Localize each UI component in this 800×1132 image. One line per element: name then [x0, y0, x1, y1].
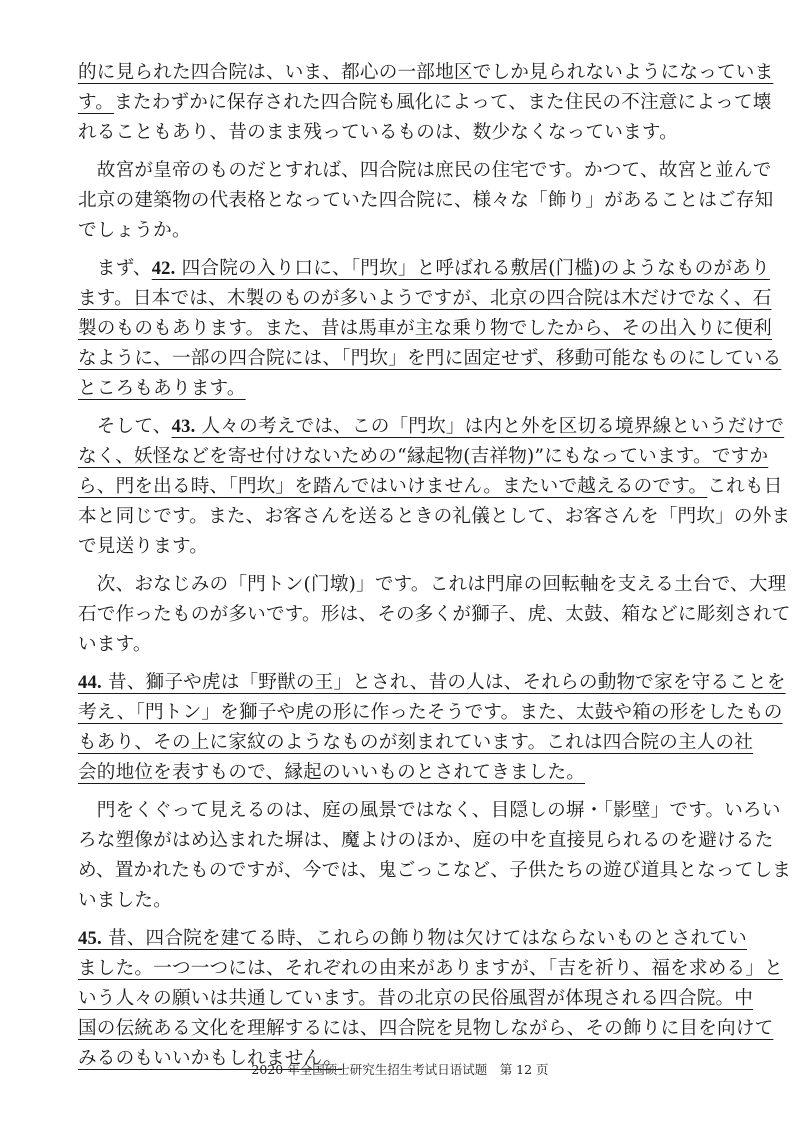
- text-line: [78, 442, 769, 472]
- text-line: [78, 502, 791, 532]
- underlined-text: 昔、四合院を建てる時、これらの飾り物は欠けてはならないものとされてい: [101, 928, 747, 949]
- text-segment: め、置かれたものですが、今では、鬼ごっこなど、子供たちの遊び道具となってしま: [78, 860, 792, 881]
- paragraph-gap: [78, 404, 726, 412]
- underlined-text: 考え、「門トン」を獅子や虎の形に作ったそうです。: [78, 702, 520, 723]
- text-line: [78, 314, 772, 344]
- underlined-text: いう人々の願いは共通しています。昔の北京の民俗風習が体現される四合院。中: [78, 988, 754, 1009]
- paragraph: [78, 412, 791, 562]
- text-line: [78, 924, 747, 954]
- underlined-text: また、太鼓や箱の形をしたもの: [519, 702, 783, 723]
- text-line: [78, 156, 772, 186]
- underlined-text: 国の伝統ある文化を理解するには、四合院を見物しながら、その飾りに目を向けて: [78, 1018, 774, 1039]
- underlined-text: なく、妖怪などを寄せ付けないための“縁起物(吉祥物)”にもなっています。ですか: [78, 446, 769, 467]
- text-line: [78, 374, 726, 404]
- text-segment: 本と同じです。また、お客さんを送るときの礼儀として、お客さんを「門坎」の外ま: [78, 506, 791, 527]
- text-segment: まず、: [78, 258, 152, 279]
- paragraph: [78, 254, 782, 404]
- text-line: [78, 856, 792, 886]
- paragraph: [78, 156, 774, 246]
- text-line: [78, 954, 783, 984]
- text-line: [78, 412, 785, 442]
- text-segment: ろな塑像がはめ込まれた塀は、魔よけのほか、庭の中を直接見られるのを避けるた: [78, 830, 774, 851]
- text-line: [78, 254, 770, 284]
- underlined-text: 昔、獅子や虎は「野獣の王」とされ、昔の人は、それらの動物で家を守ることを: [101, 672, 786, 693]
- text-segment: そして、: [78, 416, 172, 437]
- text-line: [78, 758, 726, 788]
- text-line: [78, 796, 781, 826]
- text-line: [78, 698, 783, 728]
- text-line: [78, 344, 782, 374]
- text-line: [78, 984, 754, 1014]
- underlined-text: なように、一部の四合院には、「門坎」を門に固定せず、移動可能なものにしている: [78, 348, 782, 369]
- text-segment: 門をくぐって見えるのは、庭の風景ではなく、目隠しの塀・「影壁」です。いろい: [78, 800, 781, 821]
- underlined-text: ます。日本では、木製のものが多いようですが、北京の四合院は木だけでなく、石: [78, 288, 772, 309]
- text-line: [78, 826, 774, 856]
- paragraph-gap: [78, 788, 726, 796]
- paragraph-gap: [78, 148, 726, 156]
- text-segment: 石で作ったものが多いです。形は、その多くが獅子、虎、太鼓、箱などに彫刻されて: [78, 604, 791, 625]
- paragraph: [78, 570, 791, 660]
- text-segment: またわずかに保存された四合院も風化によって、また住民の不注意によって壊: [114, 92, 772, 113]
- text-segment: いました。: [78, 890, 172, 911]
- text-line: [78, 630, 726, 660]
- text-segment: でしょうか。: [78, 220, 191, 241]
- text-segment: います。: [78, 634, 152, 655]
- text-line: [78, 728, 754, 758]
- question-number: 42.: [151, 258, 176, 279]
- paragraph-gap: [78, 246, 726, 254]
- text-line: [78, 472, 783, 502]
- text-segment: 次、おなじみの「門トン(门墩)」です。これは門扉の回転軸を支える土台で、大理: [78, 574, 787, 595]
- underlined-text: みるのもいいかもしれません。: [78, 1048, 343, 1069]
- text-line: [78, 284, 772, 314]
- underlined-text: 人々の考えでは、この「門坎」は内と外を区切る境界線というだけで: [195, 416, 785, 437]
- text-line: [78, 668, 786, 698]
- underlined-text: ところもあります。: [78, 378, 246, 399]
- underlined-text: 製のものもあります。また、昔は馬車が主な乗り物でしたから、その出入りに便利: [78, 318, 772, 339]
- paragraph: [78, 58, 774, 148]
- text-line: [78, 216, 726, 246]
- question-number: 43.: [171, 416, 196, 437]
- underlined-text: ら、門を出る時、「門坎」を踏んではいけません。またいで越えるのです。: [78, 476, 708, 497]
- text-segment: れることもあり、昔のまま残っているものは、数少なくなっています。: [78, 122, 678, 143]
- text-line: [78, 600, 791, 630]
- text-segment: 北京の建築物の代表格となっていた四合院に、様々な「飾り」があることはご存知: [78, 190, 774, 211]
- paragraph-gap: [78, 916, 726, 924]
- underlined-text: 的に見られた四合院は、いま、都心の一部地区でしか見られないようになっていま: [78, 62, 774, 83]
- text-line: [78, 186, 774, 216]
- text-segment: 故宮が皇帝のものだとすれば、四合院は庶民の住宅です。かつて、故宮と並んで: [78, 160, 772, 181]
- paragraph-gap: [78, 562, 726, 570]
- question-number: 44.: [78, 672, 102, 693]
- page-footer: 2020 年全国硕士研究生招生考试日语试题 第 12 页: [251, 1062, 549, 1077]
- document-body: [78, 58, 792, 1074]
- paragraph: [78, 924, 783, 1074]
- text-line: [78, 532, 726, 562]
- underlined-text: ました。一つ一つには、それぞれの由来がありますが、「吉を祈り、福を求める」と: [78, 958, 783, 979]
- text-line: [78, 58, 774, 88]
- text-segment: これも日: [707, 476, 783, 497]
- text-line: [78, 118, 726, 148]
- underlined-text: す。: [78, 92, 115, 113]
- question-number: 45.: [78, 928, 102, 949]
- text-segment: で見送ります。: [78, 536, 209, 557]
- paragraph: [78, 668, 786, 788]
- text-line: [78, 570, 787, 600]
- underlined-text: もあり、その上に家紋のようなものが刻まれています。これは四合院の主人の社: [78, 732, 754, 753]
- text-line: [78, 886, 726, 916]
- underlined-text: 会的地位を表すもので、縁起のいいものとされてきました。: [78, 762, 586, 783]
- text-line: [78, 1014, 774, 1044]
- paragraph: [78, 796, 792, 916]
- paragraph-gap: [78, 660, 726, 668]
- text-line: [78, 88, 772, 118]
- underlined-text: 四合院の入り口に、「門坎」と呼ばれる敷居(门槛)のようなものがあり: [175, 258, 770, 279]
